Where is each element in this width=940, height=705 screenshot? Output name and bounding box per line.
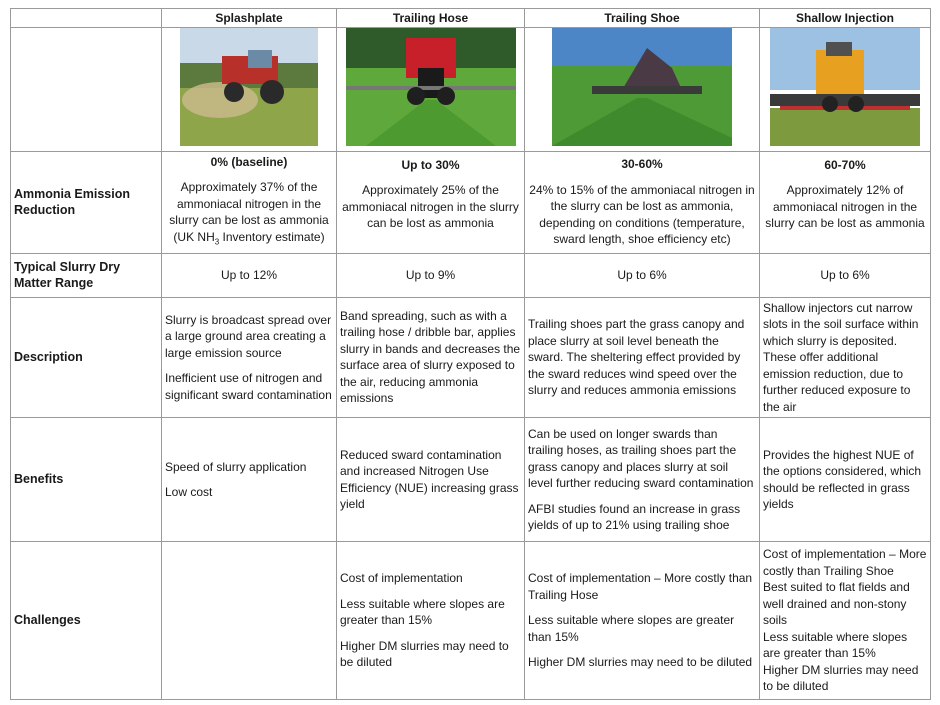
- ammonia-cell-trailing-shoe: 30-60% 24% to 15% of the ammoniacal nitrogen in the slurry can be lost as ammonia, depending on conditions (temperature, sward length, shoe efficiency etc): [525, 151, 760, 253]
- trailing-hose-photo: [346, 28, 516, 146]
- splashplate-tractor-photo: [180, 28, 318, 146]
- row-label-description: Description: [11, 297, 162, 418]
- description-cell-shallow-injection: Shallow injectors cut narrow slots in the soil surface within which slurry is deposited. These offer additional emission reduction, due to further reduced exposure to the air: [760, 297, 931, 418]
- ammonia-cell-trailing-hose: Up to 30% Approximately 25% of the ammoniacal nitrogen in the slurry can be lost as ammonia: [337, 151, 525, 253]
- challenges-cell-trailing-hose: Cost of implementation Less suitable where slopes are greater than 15% Higher DM slurries may need to be diluted: [337, 542, 525, 700]
- row-label-ammonia: Ammonia Emission Reduction: [11, 151, 162, 253]
- benefits-cell-splashplate: Speed of slurry application Low cost: [162, 418, 337, 542]
- corner-cell: [11, 9, 162, 28]
- column-header: Splashplate: [162, 9, 337, 28]
- column-header: Shallow Injection: [760, 9, 931, 28]
- drymatter-cell: Up to 9%: [337, 253, 525, 297]
- challenges-cell-trailing-shoe: Cost of implementation – More costly than Trailing Hose Less suitable where slopes are greater than 15% Higher DM slurries may need to be diluted: [525, 542, 760, 700]
- column-header: Trailing Hose: [337, 9, 525, 28]
- description-row: [11, 297, 931, 418]
- header-row: [11, 9, 931, 28]
- row-label-challenges: Challenges: [11, 542, 162, 700]
- challenges-row: [11, 542, 931, 700]
- drymatter-row: [11, 253, 931, 297]
- benefits-cell-trailing-shoe: Can be used on longer swards than trailing hoses, as trailing shoes part the grass canopy and places slurry at soil level further reducing sward contamination AFBI studies found an increase in grass yields of up to 21% using trailing shoe: [525, 418, 760, 542]
- description-cell-trailing-hose: Band spreading, such as with a trailing hose / dribble bar, applies slurry in bands and decreases the surface area of slurry exposed to the air, reducing ammonia emissions: [337, 297, 525, 418]
- slurry-spreading-comparison-table: [10, 8, 931, 700]
- benefits-row: [11, 418, 931, 542]
- benefits-cell-shallow-injection: Provides the highest NUE of the options considered, which should be reflected in grass yields: [760, 418, 931, 542]
- photo-row-label: [11, 28, 162, 152]
- description-cell-trailing-shoe: Trailing shoes part the grass canopy and place slurry at soil level beneath the sward. The sheltering effect provided by the sward reduces wind speed over the slurry and reduces ammonia emissions: [525, 297, 760, 418]
- drymatter-cell: Up to 12%: [162, 253, 337, 297]
- row-label-drymatter: Typical Slurry Dry Matter Range: [11, 253, 162, 297]
- ammonia-cell-splashplate: 0% (baseline) Approximately 37% of the ammoniacal nitrogen in the slurry can be lost as ammonia (UK $NH_3$ Inventory estimate): [162, 151, 337, 253]
- column-header: Trailing Shoe: [525, 9, 760, 28]
- drymatter-cell: Up to 6%: [525, 253, 760, 297]
- photo-row: [11, 28, 931, 152]
- shallow-injection-photo: [770, 28, 920, 146]
- challenges-cell-splashplate: [162, 542, 337, 700]
- benefits-cell-trailing-hose: Reduced sward contamination and increased Nitrogen Use Efficiency (NUE) increasing grass yield: [337, 418, 525, 542]
- trailing-shoe-photo: [552, 28, 732, 146]
- ammonia-row: [11, 151, 931, 253]
- ammonia-cell-shallow-injection: 60-70% Approximately 12% of ammoniacal nitrogen in the slurry can be lost as ammonia: [760, 151, 931, 253]
- row-label-benefits: Benefits: [11, 418, 162, 542]
- challenges-cell-shallow-injection: Cost of implementation – More costly than Trailing Shoe Best suited to flat fields and well drained and non-stony soils Less suitable where slopes are greater than 15% Higher DM slurries may need to be diluted: [760, 542, 931, 700]
- drymatter-cell: Up to 6%: [760, 253, 931, 297]
- description-cell-splashplate: Slurry is broadcast spread over a large ground area creating a large emission source Inefficient use of nitrogen and significant sward contamination: [162, 297, 337, 418]
